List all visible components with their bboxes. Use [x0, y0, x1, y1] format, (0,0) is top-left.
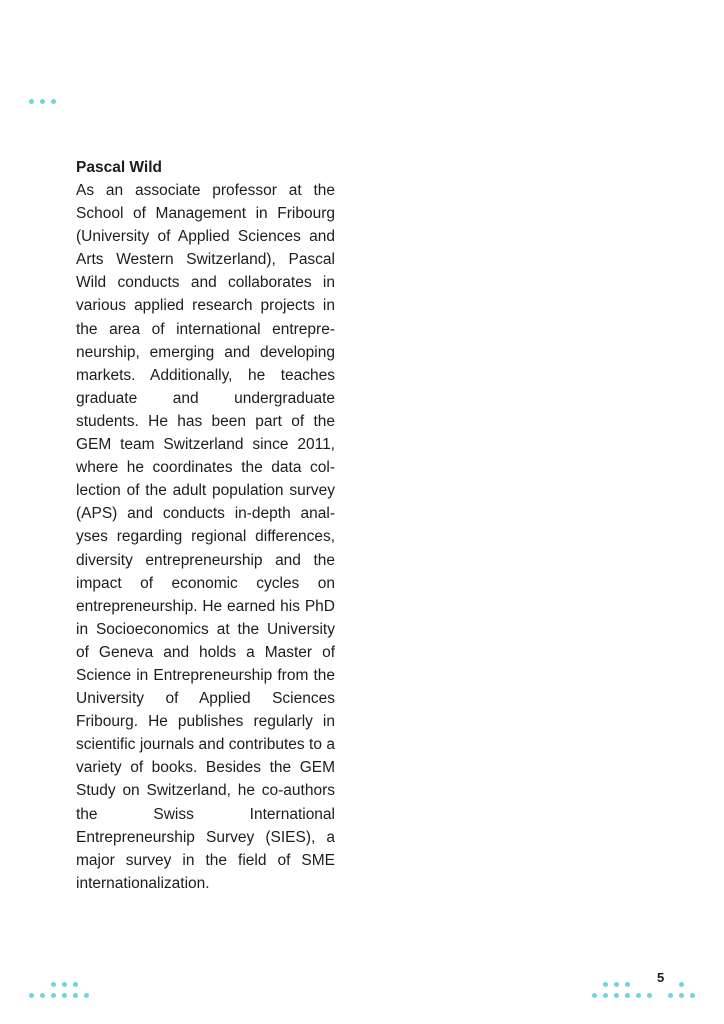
decorative-dot: [62, 982, 67, 987]
decorative-dot: [625, 982, 630, 987]
decorative-dot: [29, 99, 34, 104]
decorative-dot: [690, 993, 695, 998]
decorative-dot: [51, 99, 56, 104]
author-bio-text: As an associate professor at the School of Management in Fribourg (University of Applied Sciences and Arts Western Switzerland), Pascal Wild conducts and collaborates in various applied research projects in the area of international entrepreneurship, emerging and developing markets. Additionally, he teaches graduate and undergraduate students. He has been part of the GEM team Switzerland since 2011, where he coordinates the data collection of the adult population survey (APS) and conducts in-depth analyses regarding regional differences, diversity entrepreneurship and the impact of economic cycles on entrepreneurship. He earned his PhD in Socioeconomics at the University of Geneva and holds a Master of Science in Entrepreneurship from the University of Applied Sciences Fribourg. He publishes regularly in scientific journals and contributes to a variety of books. Besides the GEM Study on Switzerland, he co-authors the Swiss International Entrepreneurship Survey (SIES), a major survey in the field of SME internationalization.: [76, 182, 335, 892]
decorative-dot: [73, 982, 78, 987]
decorative-dot: [636, 993, 641, 998]
decorative-dot: [614, 993, 619, 998]
decorative-dot: [625, 993, 630, 998]
decorative-dot: [40, 993, 45, 998]
author-name: Pascal Wild: [76, 159, 163, 176]
decorative-dot: [647, 993, 652, 998]
page-number: 5: [657, 970, 665, 985]
decorative-dot: [592, 993, 597, 998]
decorative-dot: [603, 993, 608, 998]
decorative-dot: [51, 993, 56, 998]
decorative-dot: [679, 993, 684, 998]
decorative-dot: [29, 993, 34, 998]
decorative-dot: [603, 982, 608, 987]
decorative-dot: [668, 993, 673, 998]
decorative-dot: [51, 982, 56, 987]
decorative-dot: [679, 982, 684, 987]
decorative-dot: [614, 982, 619, 987]
author-bio: [76, 156, 335, 895]
decorative-dot: [40, 99, 45, 104]
decorative-dot: [84, 993, 89, 998]
decorative-dot: [62, 993, 67, 998]
decorative-dot: [73, 993, 78, 998]
